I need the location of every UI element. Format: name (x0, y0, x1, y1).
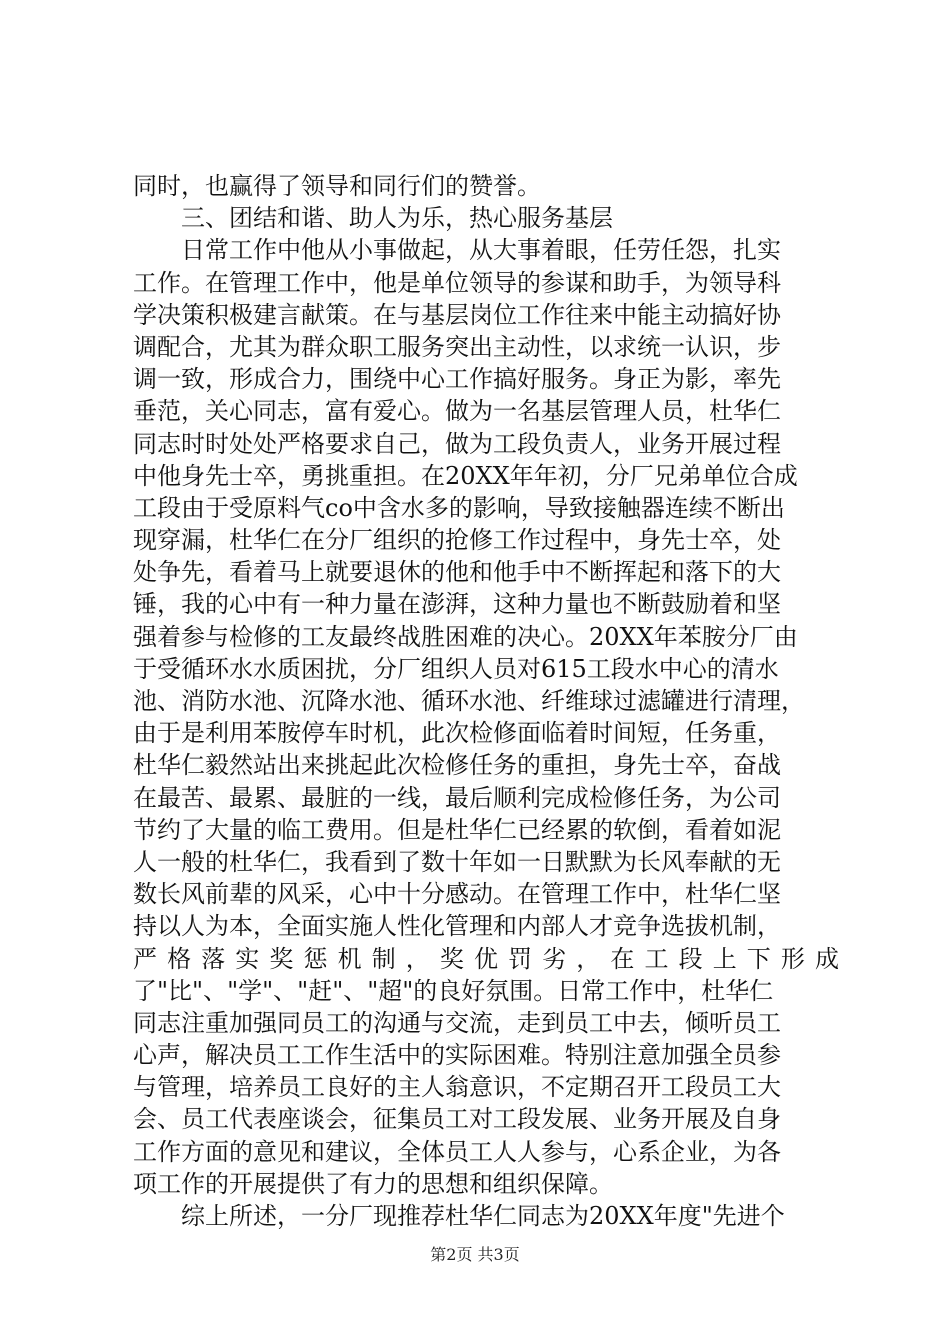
document-body (133, 170, 839, 1232)
text-line: 于受循环水水质困扰，分厂组织人员对615工段水中心的清水 (133, 654, 779, 683)
text-line: 学决策积极建言献策。在与基层岗位工作往来中能主动搞好协 (133, 300, 781, 329)
text-line: 日常工作中他从小事做起，从大事着眼，任劳任怨，扎实 (133, 236, 781, 265)
text-line: 现穿漏，杜华仁在分厂组织的抢修工作过程中，身先士卒，处 (133, 526, 781, 555)
text-line: 节约了大量的临工费用。但是杜华仁已经累的软倒，看着如泥 (133, 815, 781, 844)
text-line: 心声，解决员工工作生活中的实际困难。特别注意加强全员参 (133, 1041, 781, 1070)
text-line: 工作方面的意见和建议，全体员工人人参与，心系企业，为各 (133, 1137, 781, 1166)
text-line: 工作。在管理工作中，他是单位领导的参谋和助手，为领导科 (133, 268, 781, 297)
text-line: 严格落实奖惩机制，奖优罚劣，在工段上下形成 (133, 944, 839, 973)
text-line: 中他身先士卒，勇挑重担。在20XX年年初，分厂兄弟单位合成 (133, 461, 798, 490)
text-line: 同志时时处处严格要求自己，做为工段负责人，业务开展过程 (133, 429, 781, 458)
text-line: 池、消防水池、沉降水池、循环水池、纤维球过滤罐进行清理， (133, 687, 805, 715)
text-line: 强着参与检修的工友最终战胜困难的决心。20XX年苯胺分厂由 (133, 622, 798, 651)
text-line: 了"比"、"学"、"赶"、"超"的良好氛围。日常工作中，杜华仁 (133, 976, 774, 1005)
text-line: 处争先，看着马上就要退休的他和他手中不断挥起和落下的大 (133, 558, 781, 587)
text-line: 项工作的开展提供了有力的思想和组织保障。 (133, 1169, 613, 1198)
text-line: 同时，也赢得了领导和同行们的赞誉。 (133, 172, 541, 200)
page-footer: 第2页 共3页 (430, 1245, 520, 1264)
text-line: 工段由于受原料气co中含水多的影响，导致接触器连续不断出 (133, 493, 785, 522)
text-line: 数长风前辈的风采，心中十分感动。在管理工作中，杜华仁坚 (133, 880, 781, 909)
text-line: 三、团结和谐、助人为乐，热心服务基层 (133, 204, 613, 233)
text-line: 与管理，培养员工良好的主人翁意识，不定期召开工段员工大 (133, 1073, 781, 1102)
text-line: 杜华仁毅然站出来挑起此次检修任务的重担，身先士卒，奋战 (133, 751, 781, 780)
text-line: 同志注重加强同员工的沟通与交流，走到员工中去，倾听员工 (133, 1008, 781, 1037)
text-line: 会、员工代表座谈会，征集员工对工段发展、业务开展及自身 (133, 1105, 781, 1134)
text-line: 调一致，形成合力，围绕中心工作搞好服务。身正为影，率先 (133, 365, 781, 394)
text-line: 由于是利用苯胺停车时机，此次检修面临着时间短，任务重， (133, 719, 781, 748)
text-line: 持以人为本，全面实施人性化管理和内部人才竞争选拔机制， (133, 912, 781, 941)
text-line: 在最苦、最累、最脏的一线，最后顺利完成检修任务，为公司 (133, 783, 781, 812)
text-line: 调配合，尤其为群众职工服务突出主动性，以求统一认识，步 (133, 332, 781, 361)
text-line: 综上所述，一分厂现推荐杜华仁同志为20XX年度"先进个 (133, 1202, 785, 1230)
text-line: 垂范，关心同志，富有爱心。做为一名基层管理人员，杜华仁 (133, 397, 781, 426)
text-line: 人一般的杜华仁，我看到了数十年如一日默默为长风奉献的无 (133, 847, 781, 876)
text-line: 锤，我的心中有一种力量在澎湃，这种力量也不断鼓励着和坚 (133, 590, 781, 619)
